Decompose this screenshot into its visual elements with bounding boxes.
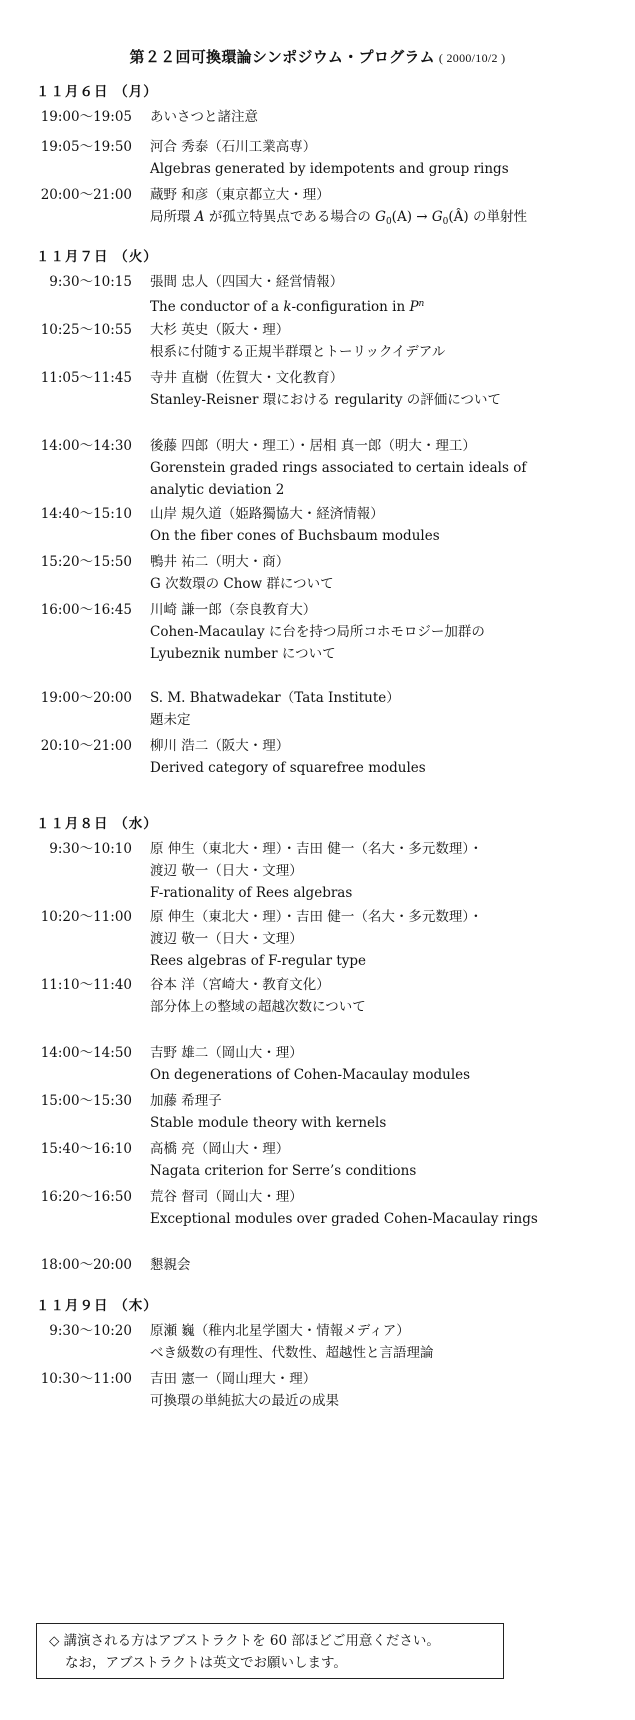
speaker-line: 原 伸生（東北大・理）・吉田 健一（名大・多元数理）・ bbox=[150, 841, 483, 857]
title-date: ( 2000/10/2 ) bbox=[438, 51, 506, 65]
notice-box bbox=[36, 1623, 504, 1679]
session-time: 9:30～10:10 bbox=[49, 841, 132, 857]
speaker-line: 川崎 謙一郎（奈良教育大） bbox=[150, 602, 317, 618]
session-details bbox=[150, 1138, 620, 1182]
session-details bbox=[150, 551, 620, 595]
session-time: 19:00～20:00 bbox=[40, 690, 132, 706]
day-heading: １１月７日 （火） bbox=[36, 249, 158, 265]
session-details bbox=[150, 974, 620, 1018]
session-time: 10:20～11:00 bbox=[40, 909, 132, 925]
math-symbol: G bbox=[431, 209, 443, 225]
speaker-line: 大杉 英史（阪大・理） bbox=[150, 322, 290, 338]
speaker-line: 谷本 洋（宮崎大・教育文化） bbox=[150, 977, 330, 993]
session-details bbox=[150, 106, 620, 128]
session-details bbox=[150, 271, 620, 318]
math-symbol: P bbox=[409, 299, 419, 315]
session-details bbox=[150, 906, 620, 972]
talk-title bbox=[150, 206, 620, 233]
session-time: 18:00～20:00 bbox=[40, 1257, 132, 1273]
talk-title: Cohen-Macaulay に台を持つ局所コホモロジー加群の bbox=[150, 624, 485, 640]
program-title bbox=[0, 46, 635, 67]
title-part: が孤立特異点である場合の bbox=[204, 209, 376, 225]
day-heading: １１月９日 （木） bbox=[36, 1298, 158, 1314]
session-time: 14:40～15:10 bbox=[40, 506, 132, 522]
math-subscript: 0 bbox=[385, 217, 392, 227]
talk-title: On degenerations of Cohen-Macaulay modules bbox=[150, 1067, 471, 1083]
session-details bbox=[150, 1254, 620, 1276]
talk-title: Exceptional modules over graded Cohen-Macaulay rings bbox=[150, 1211, 538, 1227]
talk-title: Derived category of squarefree modules bbox=[150, 760, 426, 776]
speaker-line: 蔵野 和彦（東京都立大・理） bbox=[150, 187, 330, 203]
session-line: 懇親会 bbox=[150, 1257, 191, 1273]
talk-title: F-rationality of Rees algebras bbox=[150, 885, 353, 901]
speaker-line: 張間 忠人（四国大・経営情報） bbox=[150, 274, 344, 290]
session-time: 15:20～15:50 bbox=[40, 554, 132, 570]
talk-title: Rees algebras of F-regular type bbox=[150, 953, 367, 969]
session-details bbox=[150, 503, 620, 547]
session-details bbox=[150, 1042, 620, 1086]
session-details bbox=[150, 184, 620, 233]
session-time: 14:00～14:30 bbox=[40, 438, 132, 454]
session-details bbox=[150, 367, 620, 411]
session-details bbox=[150, 735, 620, 779]
math-symbol: A bbox=[194, 209, 205, 225]
speaker-line: 後藤 四郎（明大・理工）・居相 真一郎（明大・理工） bbox=[150, 438, 476, 454]
speaker-line: S. M. Bhatwadekar（Tata Institute） bbox=[150, 690, 400, 706]
talk-title: Stanley-Reisner 環における regularity の評価について bbox=[150, 392, 502, 408]
math-subscript: 0 bbox=[442, 217, 449, 227]
speaker-line: 加藤 希理子 bbox=[150, 1093, 222, 1109]
session-time: 11:10～11:40 bbox=[40, 977, 132, 993]
talk-title: 根系に付随する正規半群環とトーリックイデアル bbox=[150, 344, 446, 360]
speaker-line: 吉田 憲一（岡山理大・理） bbox=[150, 1371, 317, 1387]
session-time: 19:05～19:50 bbox=[40, 139, 132, 155]
math-superscript: n bbox=[418, 299, 425, 309]
speaker-line: 寺井 直樹（佐賀大・文化教育） bbox=[150, 370, 344, 386]
speaker-line: 柳川 浩二（阪大・理） bbox=[150, 738, 290, 754]
session-time: 10:30～11:00 bbox=[40, 1371, 132, 1387]
session-details bbox=[150, 687, 620, 731]
talk-title: On the fiber cones of Buchsbaum modules bbox=[150, 528, 440, 544]
talk-title: Algebras generated by idempotents and group rings bbox=[150, 161, 509, 177]
session-time: 16:00～16:45 bbox=[40, 602, 132, 618]
session-time: 10:25～10:55 bbox=[40, 322, 132, 338]
day-heading: １１月６日 （月） bbox=[36, 84, 158, 100]
session-time: 20:00～21:00 bbox=[40, 187, 132, 203]
session-details bbox=[150, 136, 620, 180]
talk-title: Nagata criterion for Serre’s conditions bbox=[150, 1163, 417, 1179]
title-part: 局所環 bbox=[150, 209, 195, 225]
session-details bbox=[150, 1368, 620, 1412]
session-details bbox=[150, 435, 620, 501]
session-time: 15:00～15:30 bbox=[40, 1093, 132, 1109]
talk-title: 部分体上の整域の超越次数について bbox=[150, 999, 366, 1015]
title-text: 第２２回可換環論シンポジウム・プログラム bbox=[129, 48, 435, 66]
session-time: 9:30～10:15 bbox=[49, 274, 132, 290]
notice-line: なお，アブストラクトは英文でお願いします。 bbox=[65, 1655, 347, 1671]
speaker-line: 原 伸生（東北大・理）・吉田 健一（名大・多元数理）・ bbox=[150, 909, 483, 925]
talk-title: Gorenstein graded rings associated to certain ideals of bbox=[150, 460, 527, 476]
session-time: 20:10～21:00 bbox=[40, 738, 132, 754]
talk-title-continued: analytic deviation 2 bbox=[150, 482, 285, 498]
session-time: 16:20～16:50 bbox=[40, 1189, 132, 1205]
speaker-line-continued: 渡辺 敬一（日大・文理） bbox=[150, 863, 303, 879]
session-details bbox=[150, 1320, 620, 1364]
speaker-line: 河合 秀泰（石川工業高専） bbox=[150, 139, 317, 155]
talk-title: 可換環の単純拡大の最近の成果 bbox=[150, 1393, 339, 1409]
session-details bbox=[150, 838, 620, 904]
math-expression: (A) → bbox=[391, 209, 432, 225]
session-details bbox=[150, 1090, 620, 1134]
session-details bbox=[150, 319, 620, 363]
day-heading: １１月８日 （水） bbox=[36, 816, 158, 832]
notice-line: ◇ 講演される方はアブストラクトを 60 部ほどご用意ください。 bbox=[49, 1633, 440, 1649]
talk-title: 題未定 bbox=[150, 712, 191, 728]
talk-title: べき級数の有理性、代数性、超越性と言語理論 bbox=[150, 1345, 434, 1361]
speaker-line: 高橋 亮（岡山大・理） bbox=[150, 1141, 290, 1157]
math-expression: (Â) bbox=[448, 209, 469, 225]
session-time: 14:00～14:50 bbox=[40, 1045, 132, 1061]
math-symbol: k bbox=[283, 299, 292, 315]
speaker-line: 山岸 規久道（姫路獨協大・経済情報） bbox=[150, 506, 384, 522]
speaker-line: 吉野 雄二（岡山大・理） bbox=[150, 1045, 303, 1061]
speaker-line: 荒谷 督司（岡山大・理） bbox=[150, 1189, 303, 1205]
session-details bbox=[150, 1186, 620, 1230]
math-symbol: G bbox=[375, 209, 386, 225]
title-part: -configuration in bbox=[291, 299, 410, 315]
talk-title: Stable module theory with kernels bbox=[150, 1115, 387, 1131]
speaker-line-continued: 渡辺 敬一（日大・文理） bbox=[150, 931, 303, 947]
title-part: The conductor of a bbox=[150, 299, 284, 315]
session-details bbox=[150, 599, 620, 665]
talk-title-continued: Lyubeznik number について bbox=[150, 646, 336, 662]
speaker-line: 鴨井 祐二（明大・商） bbox=[150, 554, 290, 570]
session-line: あいさつと諸注意 bbox=[150, 109, 258, 125]
session-time: 15:40～16:10 bbox=[40, 1141, 132, 1157]
talk-title: G 次数環の Chow 群について bbox=[150, 576, 334, 592]
session-time: 11:05～11:45 bbox=[40, 370, 132, 386]
talk-title bbox=[150, 293, 620, 318]
session-time: 9:30～10:20 bbox=[49, 1323, 132, 1339]
title-part: の単射性 bbox=[468, 209, 527, 225]
session-time: 19:00～19:05 bbox=[40, 109, 132, 125]
speaker-line: 原瀬 巍（稚内北星学園大・情報メディア） bbox=[150, 1323, 410, 1339]
